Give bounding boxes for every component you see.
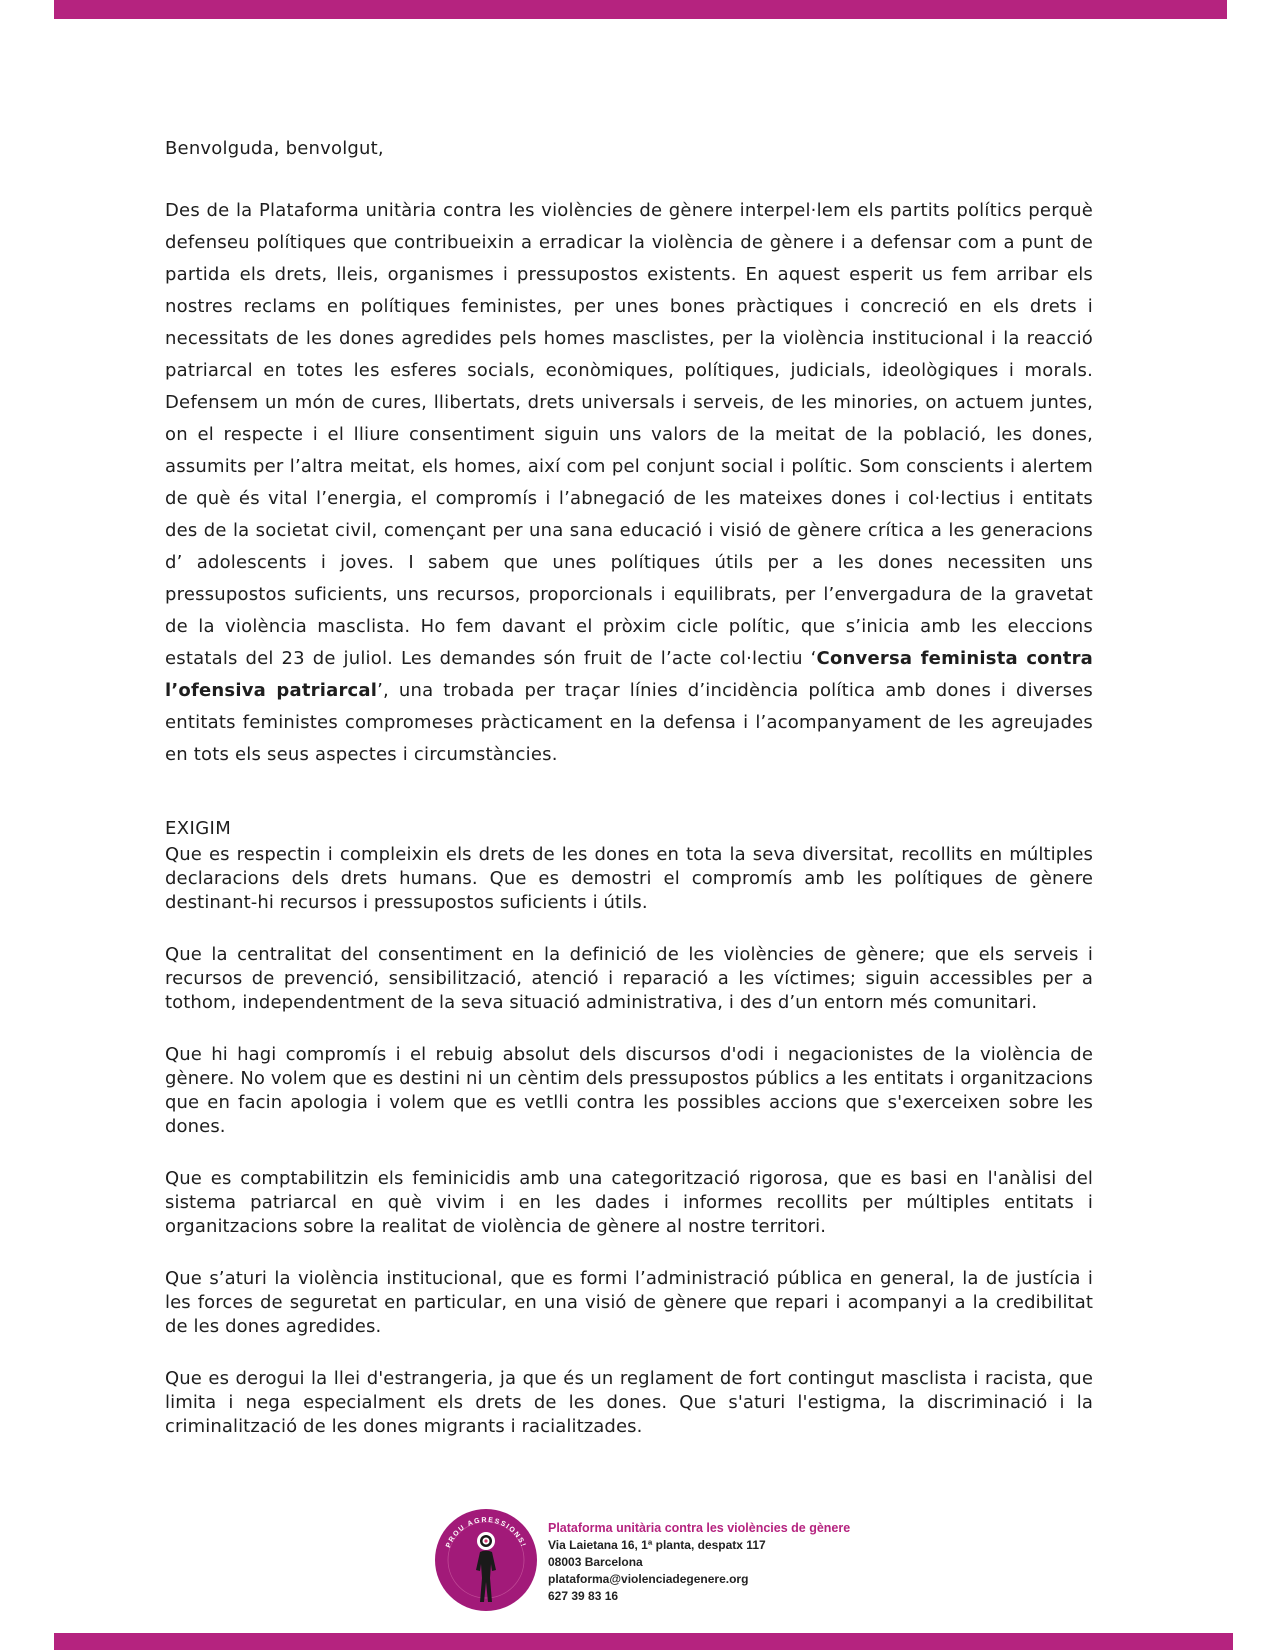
top-accent-bar [54,0,1227,19]
greeting: Benvolguda, benvolgut, [165,138,384,159]
email-link[interactable]: plataforma@violenciadegenere.org [548,1572,749,1586]
prou-agressions-logo-icon [434,1508,538,1612]
demand-paragraph: Que es derogui la llei d'estrangeria, ja que és un reglament de fort contingut masclista i racista, que limita i nega especialment els drets de les dones. Que s'aturi l'estigma, la discriminació i la criminalització de les dones migrants i racialitzades. [165,1368,1093,1437]
demand-paragraph: Que la centralitat del consentiment en la definició de les violències de gènere; que els serveis i recursos de prevenció, sensibilització, atenció i reparació a les víctimes; siguin accessibles per a tothom, independentment de la seva situació administrativa, i des d’un entorn més comunitari. [165,944,1093,1013]
logo-text: PROU AGRESSIONS! [445,1516,527,1549]
demand-paragraph: Que es comptabilitzin els feminicidis amb una categorització rigorosa, que es basi en l'anàlisi del sistema patriarcal en què vivim i en les dades i informes recollits per múltiples entitats i organitzacions sobre la realitat de violència de gènere al nostre territori. [165,1168,1093,1237]
letter-body [165,137,1093,1467]
bottom-accent-bar [54,1633,1233,1650]
contact-info [548,1520,850,1605]
phone-number: 627 39 83 16 [548,1589,619,1603]
demand-paragraph: Que es respectin i compleixin els drets de les dones en tota la seva diversitat, recollits en múltiples declaracions dels drets humans. Que es demostri el compromís amb les polítiques de gènere destinant-hi recursos i pressupostos suficients i útils. [165,844,1093,913]
intro-text-start: Des de la Plataforma unitària contra les violències de gènere interpel·lem els partits polítics perquè defenseu polítiques que contribueixin a erradicar la violència de gènere i a defensar com a punt de partida els drets, lleis, organismes i pressupostos existents. En aquest esperit us fem arribar els nostres reclams en polítiques feministes, per unes bones pràctiques i concreció en els drets i necessitats de les dones agredides pels homes masclistes, per la violència institucional i la reacció patriarcal en totes les esferes socials, econòmiques, polítiques, judicials, ideològiques i morals. Defensem un món de cures, llibertats, drets universals i serveis, de les minories, on actuem juntes, on el respecte i el lliure consentiment siguin uns valors de la meitat de la població, les dones, assumits per l’altra meitat, els homes, així com pel conjunt social i polític. Som conscients i alertem de què és vital l’energia, el compromís i l’abnegació de les mateixes dones i col·lectius i entitats des de la societat civil, començant per una sana educació i visió de gènere crítica a les generacions d’ adolescents i joves. I sabem que unes polítiques útils per a les dones necessiten uns pressupostos suficients, uns recursos, proporcionals i equilibrats, per l’envergadura de la gravetat de la violència masclista. Ho fem davant el pròxim cicle polític, que s’inicia amb les eleccions estatals del 23 de juliol. Les demandes són fruit de l’acte col·lectiu ‘ [165,200,1093,669]
demand-paragraph: Que hi hagi compromís i el rebuig absolut dels discursos d'odi i negacionistes de la violència de gènere. No volem que es destini ni un cèntim dels pressupostos públics a les entitats i organitzacions que en facin apologia i volem que es vetlli contra les possibles accions que s'exerceixen sobre les dones. [165,1044,1093,1137]
intro-text-end: ’, una trobada per traçar línies d’incidència política amb dones i diverses entitats feministes compromeses pràcticament en la defensa i l’acompanyament de les agreujades en tots els seus aspectes i circumstàncies. [165,680,1093,765]
intro-paragraph [165,195,1093,771]
demands-heading: EXIGIM [165,818,232,839]
demand-paragraph: Que s’aturi la violència institucional, que es formi l’administració pública en general, la de justícia i les forces de seguretat en particular, en una visió de gènere que repari i acompanyi a la credibilitat de les dones agredides. [165,1268,1093,1337]
address-city: 08003 Barcelona [548,1555,643,1569]
address-line: Via Laietana 16, 1ª planta, despatx 117 [548,1538,766,1552]
organization-name: Plataforma unitària contra les violències de gènere [548,1521,851,1535]
footer-contact-block [434,1508,894,1623]
event-name: Conversa feminista contra l’ofensiva patriarcal [165,648,1093,701]
